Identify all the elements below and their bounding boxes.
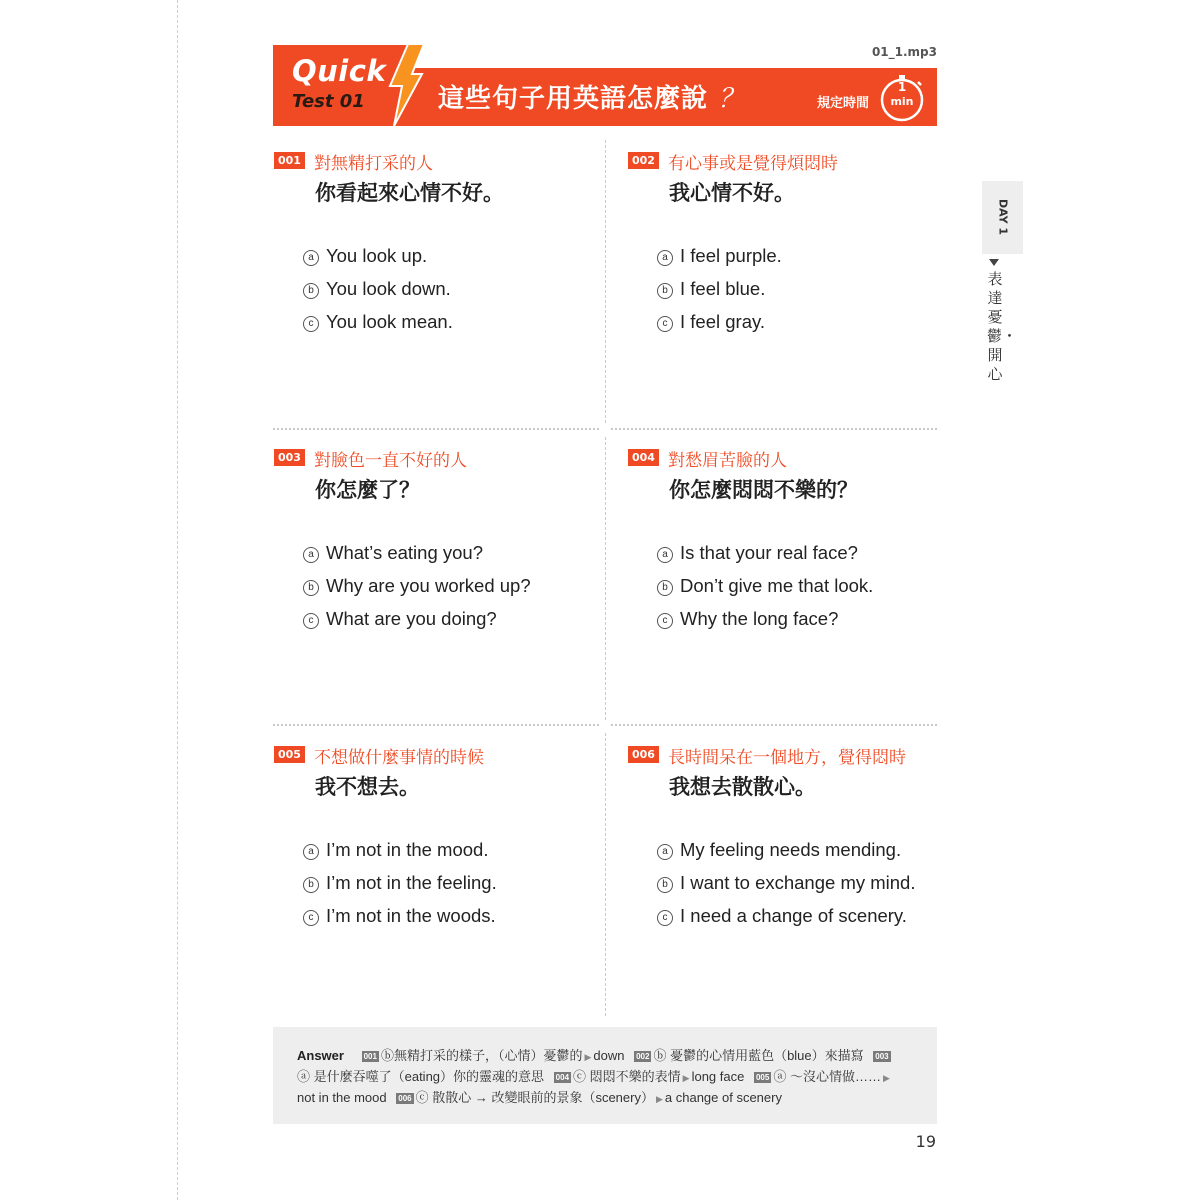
option-letter-icon: b xyxy=(657,580,673,596)
question-card xyxy=(628,152,948,432)
question-context: 對臉色一直不好的人 xyxy=(314,451,467,471)
option-text: I need a change of scenery. xyxy=(680,905,907,926)
page-title-mark: ？ xyxy=(718,84,746,114)
answer-line xyxy=(297,1088,927,1109)
answer-explanation: ⓒ 悶悶不樂的表情 xyxy=(573,1069,681,1084)
answer-number-tag: 004 xyxy=(555,1073,570,1082)
option-letter-icon: c xyxy=(303,910,319,926)
option-letter-icon: b xyxy=(657,283,673,299)
triangle-right-icon: ▶ xyxy=(882,1073,890,1083)
question-card xyxy=(628,746,948,1026)
option-letter-icon: c xyxy=(303,316,319,332)
answer-option[interactable] xyxy=(303,278,451,300)
answer-option[interactable] xyxy=(657,245,782,267)
question-context: 對愁眉苦臉的人 xyxy=(668,451,787,471)
answer-number-tag: 001 xyxy=(363,1052,377,1061)
answer-option[interactable] xyxy=(657,542,858,564)
option-text: I’m not in the woods. xyxy=(326,905,496,926)
question-sentence: 我心情不好。 xyxy=(669,181,795,205)
option-letter-icon: b xyxy=(303,877,319,893)
column-divider xyxy=(605,733,606,1016)
answer-option[interactable] xyxy=(303,542,483,564)
answer-option[interactable] xyxy=(657,839,901,861)
question-sentence: 你怎麼悶悶不樂的？ xyxy=(669,478,858,502)
option-text: You look up. xyxy=(326,245,428,266)
quick-label: Quick xyxy=(292,54,387,88)
triangle-right-icon: ▶ xyxy=(682,1073,690,1083)
answer-option[interactable] xyxy=(657,608,838,630)
option-text: What are you doing? xyxy=(326,608,497,629)
option-text: You look down. xyxy=(326,278,451,299)
chapter-day-label: DAY 1 xyxy=(996,198,1010,236)
column-divider xyxy=(605,140,606,423)
answer-option[interactable] xyxy=(657,872,915,894)
option-text: I’m not in the feeling. xyxy=(326,872,497,893)
answer-line xyxy=(297,1046,927,1067)
option-text: Is that your real face? xyxy=(680,542,858,563)
question-number: 005 xyxy=(274,746,305,763)
answer-explanation: ⓐ 是什麼吞噬了（eating）你的靈魂的意思 xyxy=(297,1069,545,1084)
answer-number-tag: 003 xyxy=(875,1052,889,1061)
answer-phrase: long face xyxy=(691,1069,745,1084)
answer-option[interactable] xyxy=(303,311,453,333)
answer-option[interactable] xyxy=(657,311,765,333)
option-letter-icon: c xyxy=(657,316,673,332)
option-text: Don’t give me that look. xyxy=(680,575,874,596)
answer-phrase: not in the mood xyxy=(297,1090,387,1105)
question-sentence: 你看起來心情不好。 xyxy=(315,181,504,205)
question-number: 004 xyxy=(628,449,659,466)
answer-option[interactable] xyxy=(303,872,497,894)
answer-option[interactable] xyxy=(657,905,907,927)
question-number: 003 xyxy=(274,449,305,466)
fold-line xyxy=(177,0,178,1200)
option-letter-icon: c xyxy=(303,613,319,629)
question-context: 長時間呆在一個地方，覺得悶時 xyxy=(668,748,906,768)
answer-explanation: ⓒ 散散心 → 改變眼前的景象（scenery） xyxy=(415,1090,654,1105)
option-text: Why are you worked up? xyxy=(326,575,531,596)
question-sentence: 我不想去。 xyxy=(315,775,420,799)
answer-option[interactable] xyxy=(657,575,873,597)
question-card xyxy=(628,449,948,729)
question-card xyxy=(274,152,594,432)
question-number: 006 xyxy=(628,746,659,763)
answer-phrase: a change of scenery xyxy=(664,1090,782,1105)
option-letter-icon: a xyxy=(657,250,673,266)
triangle-down-icon xyxy=(989,259,999,266)
answer-option[interactable] xyxy=(657,278,765,300)
option-letter-icon: b xyxy=(303,283,319,299)
option-text: I want to exchange my mind. xyxy=(680,872,916,893)
test-number-label: Test 01 xyxy=(292,91,365,112)
page-title-text: 這些句子用英語怎麼說 xyxy=(438,84,709,114)
answer-explanation: ⓐ ～沒心情做…… xyxy=(773,1069,881,1084)
option-letter-icon: b xyxy=(303,580,319,596)
question-sentence: 我想去散散心。 xyxy=(669,775,816,799)
option-text: Why the long face? xyxy=(680,608,839,629)
answer-number-tag: 005 xyxy=(755,1073,770,1082)
answer-option[interactable] xyxy=(303,245,427,267)
triangle-right-icon: ▶ xyxy=(584,1052,592,1062)
option-letter-icon: a xyxy=(657,844,673,860)
time-limit-label: 規定時間 xyxy=(817,96,870,111)
triangle-right-icon: ▶ xyxy=(655,1094,663,1104)
answer-option[interactable] xyxy=(303,575,531,597)
option-text: I feel blue. xyxy=(680,278,766,299)
page-title xyxy=(438,78,745,115)
option-text: I feel gray. xyxy=(680,311,766,332)
option-text: What’s eating you? xyxy=(326,542,484,563)
chapter-topic-label: 表達憂鬱・開心 xyxy=(987,270,1018,383)
timer-number: 1 xyxy=(897,80,907,94)
column-divider xyxy=(605,437,606,720)
option-letter-icon: a xyxy=(303,250,319,266)
option-text: My feeling needs mending. xyxy=(680,839,902,860)
answer-heading: Answer xyxy=(297,1048,344,1063)
option-letter-icon: c xyxy=(657,910,673,926)
answer-number-tag: 002 xyxy=(636,1052,650,1061)
page-number: 19 xyxy=(915,1132,936,1151)
option-letter-icon: a xyxy=(303,844,319,860)
question-number: 002 xyxy=(628,152,659,169)
option-letter-icon: a xyxy=(303,547,319,563)
option-letter-icon: c xyxy=(657,613,673,629)
lightning-bolt-icon xyxy=(384,44,424,126)
option-text: I feel purple. xyxy=(680,245,782,266)
answer-option[interactable] xyxy=(303,905,496,927)
question-card xyxy=(274,746,594,1026)
audio-track-label[interactable]: 01_1.mp3 xyxy=(871,45,937,59)
question-sentence: 你怎麼了？ xyxy=(315,478,420,502)
option-letter-icon: a xyxy=(657,547,673,563)
option-text: I’m not in the mood. xyxy=(326,839,489,860)
answer-explanation: ⓑ無精打采的樣子，（心情）憂鬱的 xyxy=(380,1048,583,1063)
question-context: 對無精打采的人 xyxy=(314,154,433,174)
question-card xyxy=(274,449,594,729)
answer-key xyxy=(297,1046,927,1109)
answer-option[interactable] xyxy=(303,608,497,630)
answer-number-tag: 006 xyxy=(398,1094,412,1103)
question-context: 有心事或是覺得煩悶時 xyxy=(668,154,838,174)
answer-phrase: down xyxy=(593,1048,625,1063)
answer-explanation: ⓑ 憂鬱的心情用藍色（blue）來描寫 xyxy=(653,1048,864,1063)
question-context: 不想做什麼事情的時候 xyxy=(314,748,484,768)
option-letter-icon: b xyxy=(657,877,673,893)
question-number: 001 xyxy=(274,152,305,169)
answer-line xyxy=(297,1067,927,1088)
timer-unit: min xyxy=(890,95,914,108)
answer-option[interactable] xyxy=(303,839,488,861)
option-text: You look mean. xyxy=(326,311,453,332)
